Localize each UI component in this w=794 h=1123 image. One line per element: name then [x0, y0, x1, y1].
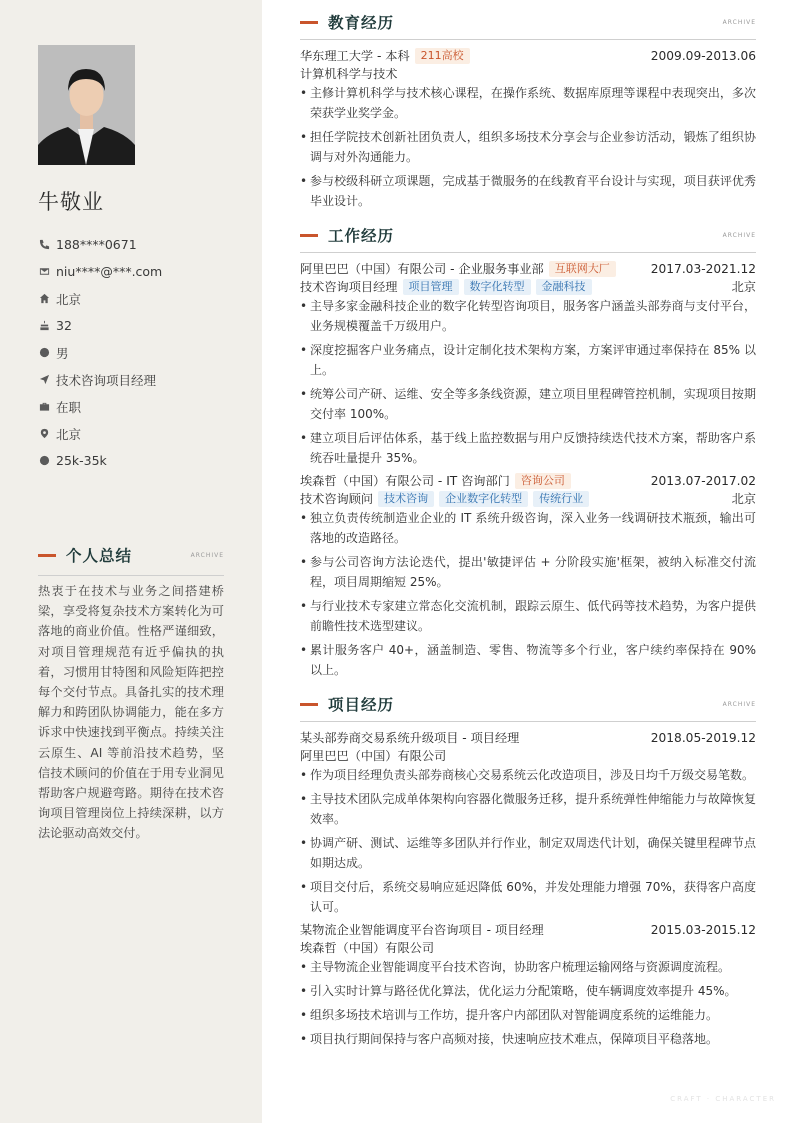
- job-period: 2013.07-2017.02: [650, 474, 756, 488]
- main-content: [300, 12, 756, 1053]
- list-item: • 主修计算机科学与技术核心课程，在操作系统、数据库原理等课程中表现突出，多次荣获学业奖学金。: [300, 83, 756, 123]
- info-phone: [38, 231, 162, 258]
- info-gender: [38, 339, 162, 366]
- home-text: 北京: [56, 291, 82, 307]
- job-bullets: [300, 296, 756, 468]
- section-divider: [300, 252, 756, 253]
- work-section: [300, 225, 756, 680]
- work-archive-tag: ARCHIVE: [722, 231, 756, 239]
- list-item: • 引入实时计算与路径优化算法，优化运力分配策略，使车辆调度效率提升 45%。: [300, 981, 756, 1001]
- list-item: • 项目执行期间保持与客户高频对接，快速响应技术难点，保障项目平稳落地。: [300, 1029, 756, 1049]
- project-name: 某物流企业智能调度平台咨询项目 - 项目经理: [300, 923, 544, 937]
- school-name: 华东理工大学 - 本科: [300, 49, 410, 63]
- summary-text: 热衷于在技术与业务之间搭建桥梁，享受将复杂技术方案转化为可落地的商业价值。性格严谨细致，对项目管理规范有近乎偏执的执着，习惯用甘特图和风险矩阵把控每个交付节点。具备扎实的技术理解力和跨团队协调能力，能在多方诉求中快速找到平衡点。持续关注云原生、AI 等前沿技术趋势，坚信技术顾问的价值在于用专业洞见帮助客户规避弯路。期待在技术咨询项目管理岗位上持续深耕，以方法论驱动高效交付。: [38, 584, 224, 841]
- info-email: [38, 258, 162, 285]
- sidebar: [0, 0, 262, 1123]
- projects-section: [300, 694, 756, 1049]
- age-text: 32: [56, 318, 72, 333]
- section-divider: [300, 721, 756, 722]
- company-badge: 互联网大厂: [549, 261, 616, 277]
- section-divider: [300, 39, 756, 40]
- summary-section-header: [38, 544, 224, 576]
- job-role: 技术咨询顾问: [300, 492, 374, 506]
- job-tag: 金融科技: [536, 279, 592, 295]
- list-item: • 主导物流企业智能调度平台技术咨询，协助客户梳理运输网络与资源调度流程。: [300, 957, 756, 977]
- company-badge: 咨询公司: [515, 473, 571, 489]
- list-item: • 独立负责传统制造业企业的 IT 系统升级咨询，深入业务一线调研技术瓶颈，输出可落地的改造路径。: [300, 508, 756, 548]
- job-tag: 数字化转型: [464, 279, 531, 295]
- school-badge: 211高校: [415, 48, 470, 64]
- location-icon: [38, 428, 50, 440]
- education-title: 教育经历: [328, 14, 395, 32]
- home-icon: [38, 293, 50, 305]
- job-company: 阿里巴巴（中国）有限公司 - 企业服务事业部: [300, 262, 544, 276]
- list-item: • 建立项目后评估体系，基于线上监控数据与用户反馈持续迭代技术方案，帮助客户系统吞吐量提升 35%。: [300, 428, 756, 468]
- job-tag: 企业数字化转型: [439, 491, 528, 507]
- list-item: • 统筹公司产研、运维、安全等多条线资源，建立项目里程碑管控机制，实现项目按期交付率 100%。: [300, 384, 756, 424]
- list-item: • 主导多家金融科技企业的数字化转型咨询项目，服务客户涵盖头部券商与支付平台，业务规模覆盖千万级用户。: [300, 296, 756, 336]
- list-item: • 与行业技术专家建立常态化交流机制，跟踪云原生、低代码等技术趋势，为客户提供前瞻性技术选型建议。: [300, 596, 756, 636]
- job-company: 埃森哲（中国）有限公司 - IT 咨询部门: [300, 474, 510, 488]
- gender-text: 男: [56, 345, 69, 361]
- status-text: 在职: [56, 399, 82, 415]
- phone-text: 188****0671: [56, 237, 137, 252]
- job-bullets: [300, 508, 756, 680]
- list-item: • 项目交付后，系统交易响应延迟降低 60%，并发处理能力增强 70%，获得客户高度认可。: [300, 877, 756, 917]
- job-period: 2017.03-2021.12: [650, 262, 756, 276]
- job-tag: 项目管理: [403, 279, 459, 295]
- watermark: CRAFT · CHARACTER: [670, 1095, 776, 1103]
- project-name: 某头部券商交易系统升级项目 - 项目经理: [300, 731, 520, 745]
- project-period: 2015.03-2015.12: [650, 923, 756, 937]
- project-company: 埃森哲（中国）有限公司: [300, 941, 435, 955]
- briefcase-icon: [38, 401, 50, 413]
- info-salary: [38, 447, 162, 474]
- job-city: 北京: [731, 280, 756, 294]
- list-item: • 担任学院技术创新社团负责人，组织多场技术分享会与企业参访活动，锻炼了组织协调与对外沟通能力。: [300, 127, 756, 167]
- email-text: niu****@***.com: [56, 264, 163, 279]
- list-item: • 参与校级科研立项课题，完成基于微服务的在线教育平台设计与实现，项目获评优秀毕业设计。: [300, 171, 756, 211]
- job-role: 技术咨询项目经理: [300, 280, 398, 294]
- education-archive-tag: ARCHIVE: [722, 18, 756, 26]
- project-entry: [300, 921, 756, 1049]
- project-period: 2018.05-2019.12: [650, 731, 756, 745]
- job-entry: [300, 472, 756, 680]
- position-text: 技术咨询项目经理: [56, 372, 157, 388]
- send-icon: [38, 374, 50, 386]
- project-entry: [300, 729, 756, 917]
- gender-icon: [38, 347, 50, 359]
- email-icon: [38, 266, 50, 278]
- job-tag: 传统行业: [533, 491, 589, 507]
- list-item: • 深度挖掘客户业务痛点，设计定制化技术架构方案，方案评审通过率保持在 85% 以上。: [300, 340, 756, 380]
- list-item: • 参与公司咨询方法论迭代，提出'敏捷评估 + 分阶段实施'框架，被纳入标准交付流程，项目周期缩短 25%。: [300, 552, 756, 592]
- list-item: • 主导技术团队完成单体架构向容器化微服务迁移，提升系统弹性伸缩能力与故障恢复效率。: [300, 789, 756, 829]
- profile-photo: [38, 45, 135, 165]
- project-company: 阿里巴巴（中国）有限公司: [300, 749, 447, 763]
- contact-info-list: [38, 231, 162, 474]
- work-title: 工作经历: [328, 227, 395, 245]
- list-item: • 累计服务客户 40+，涵盖制造、零售、物流等多个行业，客户续约率保持在 90% 以上。: [300, 640, 756, 680]
- birthday-icon: [38, 320, 50, 332]
- education-major: 计算机科学与技术: [300, 67, 398, 81]
- education-period: 2009.09-2013.06: [650, 49, 756, 63]
- project-bullets: [300, 765, 756, 917]
- section-divider: [38, 575, 224, 576]
- list-item: • 协调产研、测试、运维等多团队并行作业，制定双周迭代计划，确保关键里程碑节点如期达成。: [300, 833, 756, 873]
- education-section: [300, 12, 756, 211]
- info-position: [38, 366, 162, 393]
- location-text: 北京: [56, 426, 82, 442]
- list-item: • 组织多场技术培训与工作坊，提升客户内部团队对智能调度系统的运维能力。: [300, 1005, 756, 1025]
- section-accent-bar: [300, 21, 318, 24]
- project-bullets: [300, 957, 756, 1049]
- candidate-name: 牛敬业: [38, 190, 104, 214]
- summary-title: 个人总结: [66, 547, 133, 565]
- job-city: 北京: [731, 492, 756, 506]
- info-home: [38, 285, 162, 312]
- section-accent-bar: [300, 703, 318, 706]
- summary-archive-tag: ARCHIVE: [190, 551, 224, 559]
- education-bullets: [300, 83, 756, 211]
- job-entry: [300, 260, 756, 468]
- list-item: • 作为项目经理负责头部券商核心交易系统云化改造项目，涉及日均千万级交易笔数。: [300, 765, 756, 785]
- phone-icon: [38, 239, 50, 251]
- projects-title: 项目经历: [328, 696, 395, 714]
- info-age: [38, 312, 162, 339]
- avatar: [38, 45, 135, 165]
- salary-icon: [38, 455, 50, 467]
- job-tag: 技术咨询: [378, 491, 434, 507]
- section-accent-bar: [300, 234, 318, 237]
- projects-archive-tag: ARCHIVE: [722, 700, 756, 708]
- salary-text: 25k-35k: [56, 453, 107, 468]
- info-location: [38, 420, 162, 447]
- info-status: [38, 393, 162, 420]
- section-accent-bar: [38, 554, 56, 557]
